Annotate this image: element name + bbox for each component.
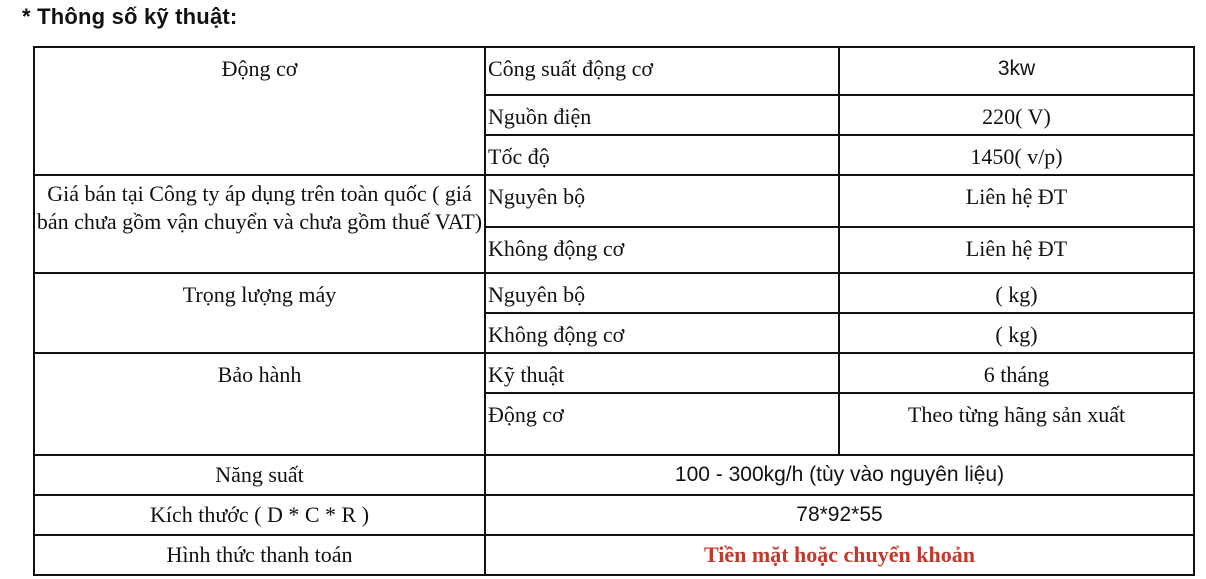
price-no-engine-label: Không động cơ bbox=[485, 227, 839, 273]
payment-label: Hình thức thanh toán bbox=[34, 535, 485, 575]
table-row bbox=[34, 47, 1194, 95]
table-row bbox=[34, 175, 1194, 227]
speed-value: 1450( v/p) bbox=[839, 135, 1194, 175]
table-row bbox=[34, 273, 1194, 313]
price-no-engine-value: Liên hệ ĐT bbox=[839, 227, 1194, 273]
dimensions-value: 78*92*55 bbox=[485, 495, 1194, 535]
power-source-value: 220( V) bbox=[839, 95, 1194, 135]
spec-table bbox=[33, 46, 1195, 576]
table-row bbox=[34, 353, 1194, 393]
table-row bbox=[34, 535, 1194, 575]
weight-no-engine-label: Không động cơ bbox=[485, 313, 839, 353]
price-full-value: Liên hệ ĐT bbox=[839, 175, 1194, 227]
warranty-engine-label: Động cơ bbox=[485, 393, 839, 455]
engine-group-label: Động cơ bbox=[34, 47, 485, 175]
dimensions-label: Kích thước ( D * C * R ) bbox=[34, 495, 485, 535]
power-label: Công suất động cơ bbox=[485, 47, 839, 95]
power-source-label: Nguồn điện bbox=[485, 95, 839, 135]
table-row bbox=[34, 495, 1194, 535]
capacity-label: Năng suất bbox=[34, 455, 485, 495]
power-value: 3kw bbox=[839, 47, 1194, 95]
speed-label: Tốc độ bbox=[485, 135, 839, 175]
weight-full-value: ( kg) bbox=[839, 273, 1194, 313]
weight-group-label: Trọng lượng máy bbox=[34, 273, 485, 353]
warranty-group-label: Bảo hành bbox=[34, 353, 485, 455]
warranty-tech-label: Kỹ thuật bbox=[485, 353, 839, 393]
capacity-value: 100 - 300kg/h (tùy vào nguyên liệu) bbox=[485, 455, 1194, 495]
price-group-label: Giá bán tại Công ty áp dụng trên toàn quốc ( giá bán chưa gồm vận chuyển và chưa gồm thuế VAT) bbox=[34, 175, 485, 273]
weight-full-label: Nguyên bộ bbox=[485, 273, 839, 313]
table-row bbox=[34, 455, 1194, 495]
payment-value: Tiền mặt hoặc chuyển khoản bbox=[485, 535, 1194, 575]
weight-no-engine-value: ( kg) bbox=[839, 313, 1194, 353]
section-heading: * Thông số kỹ thuật: bbox=[22, 4, 238, 29]
price-full-label: Nguyên bộ bbox=[485, 175, 839, 227]
warranty-engine-value: Theo từng hãng sản xuất bbox=[839, 393, 1194, 455]
warranty-tech-value: 6 tháng bbox=[839, 353, 1194, 393]
